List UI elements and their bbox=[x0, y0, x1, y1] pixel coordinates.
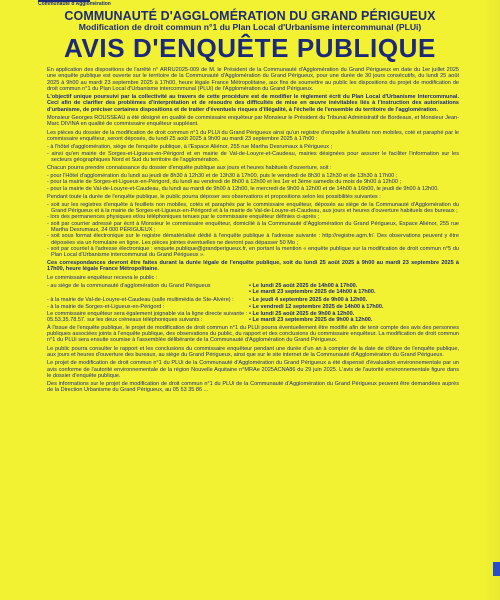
paragraph-correspondence: Ces correspondances devront être faites durant la durée légale de l'enquête publique, soit du lundi 25 août 2025 à 9h00 au mardi 23 septembre 2025 à 17h00, heure légale France Métropolitaine. bbox=[47, 260, 459, 273]
phone-dates bbox=[249, 311, 459, 324]
permanence-dates bbox=[249, 283, 459, 296]
list-item: - soit par courrier adressé par écrit à Monsieur le commissaire enquêteur, domicilié à la Communauté d'Agglomération du Grand Périgueux, Espace Aliénor, 255 rue Martha Desrumaux, 24 000 PÉRIGUEUX ; bbox=[47, 220, 459, 234]
paragraph-after-inquiry: À l'issue de l'enquête publique, le projet de modification de droit commun n°1 du PLUi pourra éventuellement être modifié afin de tenir compte des avis des personnes publiques associées joints à l'enquête publique, des observations du public, du rapport et des conclusions du commissaire enquêteur. La modification de droit commun n°1 du PLUi sera ensuite soumise à l'assemblée délibérante de la Communauté d'Agglomération du Grand Périgueux. bbox=[47, 324, 459, 344]
list-opening-hours bbox=[47, 173, 459, 192]
paragraph-commissioner: Monsieur Georges ROUSSEAU a été désigné en qualité de commissaire enquêteur par Monsieur le Président du Tribunal Administratif de Bordeaux, et Monsieur Jean-Marc DIVINA en qualité de commissaire enquêteur suppléant. bbox=[47, 115, 459, 128]
paragraph-consultation: Chacun pourra prendre connaissance du dossier d'enquête publique aux jours et heures habituels d'ouverture, soit : bbox=[47, 164, 332, 171]
list-item: - ainsi qu'en mairie de Sorges-et-Ligueux-en-Périgord et en mairie de Val-de-Louyre-et-Caudeau, mairies désignées pour assurer le faciliter l'information sur les secteurs géographiques Nord et Sud du territoire de l'agglomération. bbox=[47, 150, 459, 163]
paragraph-report-access: Le public pourra consulter le rapport et les conclusions du commissaire enquêteur pendant une durée d'un an à compter de la date de clôture de l'enquête publique, aux jours et heures d'ouverture des bureaux, au siège du Grand Périgueux, ainsi que sur le site internet de la Communauté d'Agglomération du Grand Périgueux. bbox=[47, 345, 459, 358]
list-item: - pour la mairie de Sorges-et-Ligueux-en-Périgord, du lundi au vendredi de 8h00 à 12h00 et les 1er et 3ème samedis du mois de 9h00 à 12h00 ; bbox=[47, 179, 401, 186]
permanence-row bbox=[47, 283, 459, 296]
paragraph-objective: L'objectif unique poursuivi par la collectivité au travers de cette procédure est de modifier le règlement écrit du Plan Local d'Urbanisme Intercommunal. Ceci afin de clarifier des problèmes d'interprétation et de résoudre des difficultés de mise en œuvre inévitables liés à l'instruction des autorisations d'urbanisme, de préciser certaines dispositions et de traiter d'éventuels risques d'illégalité, à l'échelle de l'ensemble du territoire de l'agglomération. bbox=[47, 94, 459, 113]
list-item: - soit sous format électronique sur le registre dématérialisé dédié à l'enquête publique à l'adresse suivante : http://registre.agm.fr/. Des observations peuvent y être déposées via un formulaire en ligne. Les pièces jointes éventuelles ne devront pas dépasser 50 Mo ; bbox=[47, 233, 459, 246]
list-deposit-locations bbox=[47, 144, 459, 163]
phone-date: • Le lundi 25 août 2025 de 9h00 à 12h00. bbox=[249, 311, 355, 318]
page-edge-shadow bbox=[484, 0, 500, 600]
permanence-date: • Le jeudi 4 septembre 2025 de 9h00 à 12h00. bbox=[249, 296, 368, 303]
notice-body bbox=[47, 67, 459, 396]
notice-title: AVIS D'ENQUÊTE PUBLIQUE bbox=[64, 33, 436, 63]
permanence-date: • Le lundi 25 août 2025 de 14h00 à 17h00. bbox=[249, 282, 358, 289]
header-label: Communauté d'Agglomération bbox=[38, 1, 111, 7]
permanence-row bbox=[47, 297, 459, 303]
permanence-dates bbox=[249, 304, 459, 310]
list-item: - pour l'Hôtel d'agglomération du lundi au jeudi de 8h30 à 12h30 et de 13h30 à 17h00, puis le vendredi de 8h30 à 12h30 et de 13h30 à 17h00 ; bbox=[47, 173, 398, 180]
list-item: - à l'hôtel d'agglomération, siège de l'enquête publique, à l'Espace Aliénor, 255 rue Martha Desrumaux à Périgueux ; bbox=[47, 144, 333, 151]
list-item: - lors des permanences physiques et/ou téléphoniques tenues par le commissaire enquêteur définies ci-après ; bbox=[47, 214, 320, 221]
permanence-place: - au siège de la communauté d'agglomération du Grand Périgueux bbox=[47, 282, 211, 289]
org-header-block bbox=[38, 0, 111, 7]
permanence-date: • Le mardi 23 septembre 2025 de 14h00 à 17h00. bbox=[249, 289, 376, 296]
permanence-place: - à la mairie de Sorges-et-Ligueux-en-Périgord : bbox=[47, 303, 165, 310]
edge-tab-mark bbox=[493, 562, 500, 576]
permanence-row bbox=[47, 304, 459, 310]
phone-row bbox=[47, 311, 459, 324]
notice-subtitle: Modification de droit commun n°1 du Plan Local d'Urbanisme intercommunal (PLUi) bbox=[78, 22, 422, 32]
paragraph-information: Des informations sur le projet de modification de droit commun n°1 du PLUi de la Communauté d'Agglomération du Grand Périgueux peuvent être demandées auprès de la Direction Urbanisme du Grand Périgueux, au 05 53 35 86 ... bbox=[47, 381, 459, 394]
list-item: - soit sur les registres d'enquête à feuillets non mobiles, cotés et paraphés par le commissaire enquêteur, déposés au siège de la Communauté d'Agglomération du Grand Périgueux et à la mairie de Sorges-et-Ligueux-en-Périgord et à la mairie de Val-de-Louyre-et-Caudeau, aux jours et heures d'ouverture habituels des bureaux ; bbox=[47, 201, 459, 215]
phone-text: Le commissaire enquêteur sera également joignable via la ligne directe suivante : 05.53.35.78.57. sur les deux créneaux téléphoniques suivants : bbox=[47, 311, 248, 324]
paragraph-environmental: Le projet de modification de droit commun n°1 du PLUi de la Communauté d'Agglomération du Grand Périgueux a été dispensé d'évaluation environnementale par un avis conforme de l'autorité environnementale de la région Nouvelle Aquitaine n°MRAe 2025ACNA86 du 29 juin 2025. L'avis de l'autorité environnementale figure dans le dossier d'enquête publique. bbox=[47, 360, 459, 379]
list-item: - pour la mairie de Val-de-Louyre-et-Caudeau, du lundi au mardi de 9h00 à 12h00, le mercredi de 9h00 à 12h00 et de 14h00 à 16h00, le jeudi de 9h00 à 12h00. bbox=[47, 185, 439, 192]
paragraph-legal-basis: En application des dispositions de l'arrêté n° ARRU2025-009 de M. le Président de la Communauté d'Agglomération du Grand Périgueux en date du 1er juillet 2025 une enquête publique est ouverte sur le territoire de la Communauté d'Agglomération du Grand Périgueux, pour une durée de 30 jours consécutifs, du lundi 25 août 2025 à 9h00 au mardi 23 septembre 2025 à 17h00, heure légale France Métropolitaine, aux fins de soumettre au public les dispositions du projet de modification de droit commun n°1 du Plan Local d'Urbanisme intercommunal (PLUi) de l'Agglomération du Grand Périgueux. bbox=[47, 67, 459, 92]
paragraph-observations: Pendant toute la durée de l'enquête publique, le public pourra déposer ses observations et propositions selon les possibilités suivantes : bbox=[47, 193, 381, 200]
list-item: - soit par courriel à l'adresse électronique : enquete.publique@grandperigueux.fr, en portant la mention « enquête publique sur la modification de droit commun n°5 du Plan Local d'Urbanisme intercommunal du Grand Périgueux ». bbox=[47, 245, 459, 259]
phone-date: • Le mardi 23 septembre 2025 de 9h00 à 12h00. bbox=[249, 317, 373, 324]
list-observation-methods bbox=[47, 202, 459, 259]
permanence-place: - à la mairie de Val-de-Louyre-et-Caudeau (salle multimédia de Ste-Alvère) : bbox=[47, 296, 234, 303]
permanence-date: • Le vendredi 12 septembre 2025 de 14h00 à 17h00. bbox=[249, 303, 384, 310]
paragraph-dossier: Les pièces du dossier de la modification de droit commun n°1 du PLUi du Grand Périgueux ainsi qu'un registre d'enquête à feuillets non mobiles, coté et paraphé par le commissaire enquêteur, seront déposés, du lundi 25 août 2025 à 9h00 au mardi 23 septembre 2025 à 17h00 : bbox=[47, 129, 459, 142]
permanence-dates bbox=[249, 297, 459, 303]
paragraph-reception: Le commissaire enquêteur recevra le public : bbox=[47, 274, 158, 281]
organization-name: COMMUNAUTÉ D'AGGLOMÉRATION DU GRAND PÉRIGUEUX bbox=[64, 9, 436, 23]
